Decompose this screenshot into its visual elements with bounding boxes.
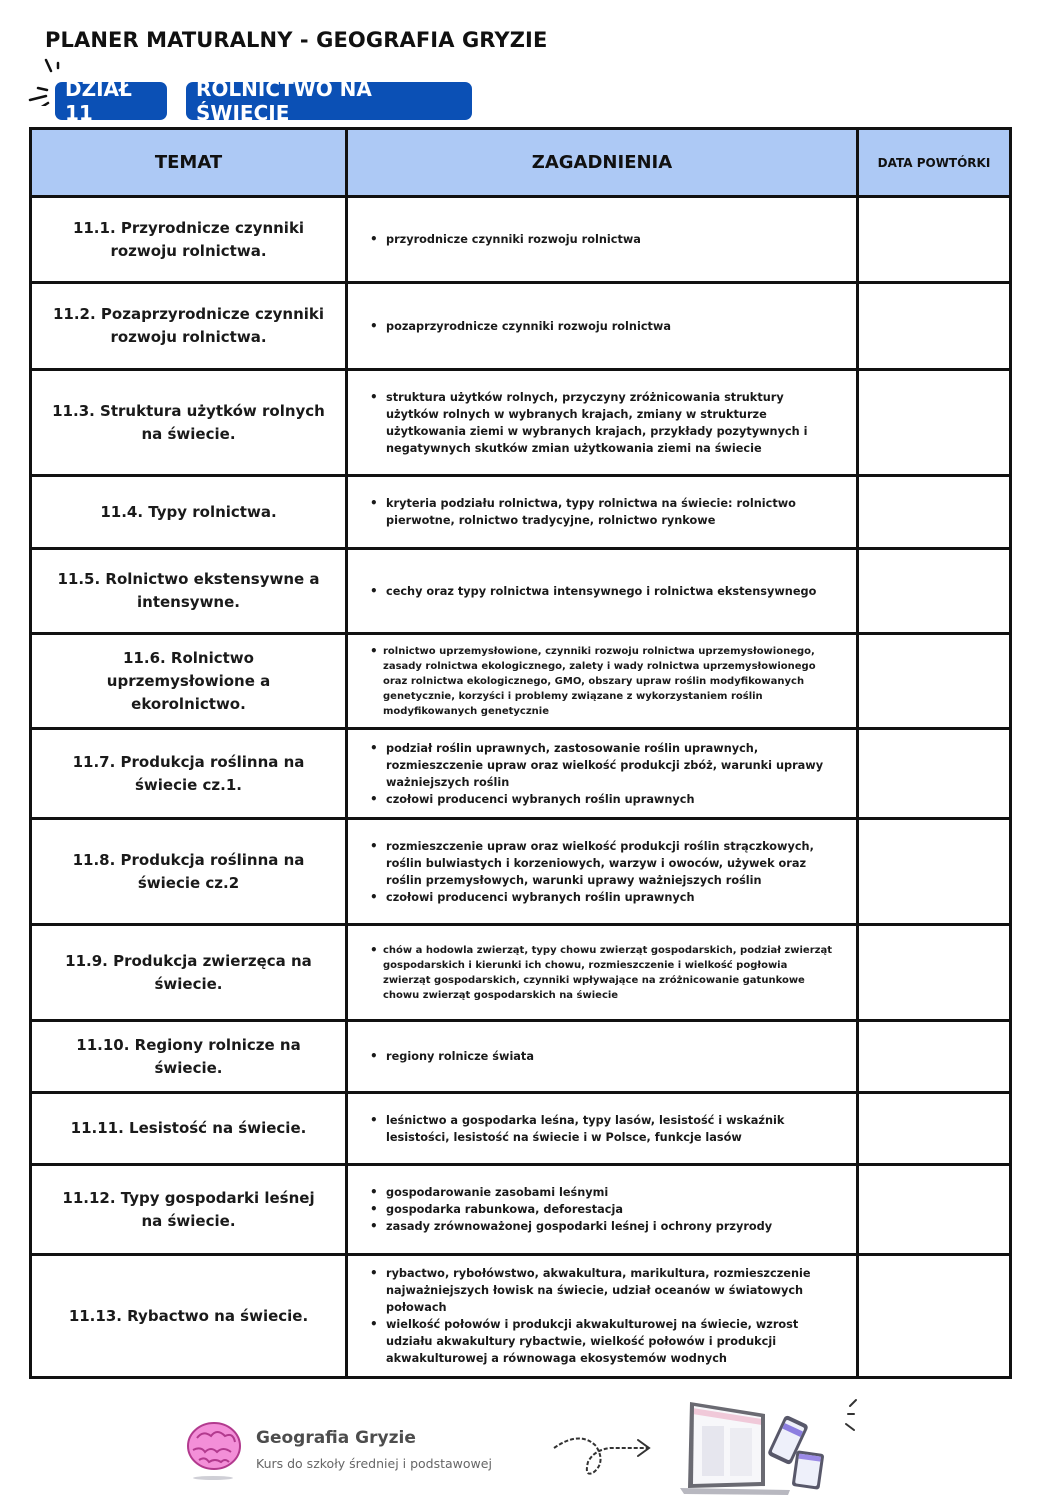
issue-item: • chów a hodowla zwierząt, typy chowu zwierząt gospodarskich, podział zwierząt gospodarskich i kierunki ich chowu, rozmieszczenie i wielkość pogłowia zwierząt gospodarskich, czynniki wpływające na zróżnicowanie gatunkowe chowu zwierząt gospodarskich na świecie: [370, 943, 836, 1003]
issues-cell: [347, 370, 858, 476]
topic-cell: 11.12. Typy gospodarki leśnej na świecie.: [31, 1165, 347, 1255]
table-row: [31, 197, 1011, 283]
table-row: [31, 1021, 1011, 1093]
review-date-cell[interactable]: [858, 1021, 1011, 1093]
review-date-cell[interactable]: [858, 197, 1011, 283]
review-date-cell[interactable]: [858, 283, 1011, 370]
review-date-cell[interactable]: [858, 634, 1011, 729]
topic-cell: 11.3. Struktura użytków rolnych na świecie.: [31, 370, 347, 476]
issues-cell: [347, 729, 858, 819]
devices-mockup-icon: [680, 1398, 865, 1496]
issues-cell: [347, 1255, 858, 1378]
issue-item: • wielkość połowów i produkcji akwakulturowej na świecie, wzrost udziału akwakultury rybactwie, wielkość połowów i produkcji akwakulturowej a równowaga ekosystemów wodnych: [370, 1316, 836, 1367]
issue-item: • czołowi producenci wybranych roślin uprawnych: [370, 791, 836, 808]
issue-item: • czołowi producenci wybranych roślin uprawnych: [370, 889, 836, 906]
issues-cell: [347, 283, 858, 370]
issue-item: • przyrodnicze czynniki rozwoju rolnictwa: [370, 231, 836, 248]
table-header-row: [31, 129, 1011, 197]
issue-item: • pozaprzyrodnicze czynniki rozwoju rolnictwa: [370, 318, 836, 335]
table-row: [31, 476, 1011, 549]
issues-cell: [347, 1093, 858, 1165]
issue-item: • podział roślin uprawnych, zastosowanie roślin uprawnych, rozmieszczenie upraw oraz wielkość produkcji zbóż, warunki uprawy ważniejszych roślin: [370, 740, 836, 791]
column-header-issues: ZAGADNIENIA: [347, 129, 858, 197]
planner-table: [29, 127, 1012, 1379]
issue-item: • cechy oraz typy rolnictwa intensywnego i rolnictwa ekstensywnego: [370, 583, 836, 600]
topic-badge: ROLNICTWO NA ŚWIECIE: [186, 82, 472, 120]
table-row: [31, 283, 1011, 370]
brand-tagline: Kurs do szkoły średniej i podstawowej: [256, 1456, 492, 1471]
brain-logo-icon: [185, 1420, 243, 1472]
logo-shadow: [193, 1476, 233, 1480]
topic-cell: 11.7. Produkcja roślinna na świecie cz.1.: [31, 729, 347, 819]
table-row: [31, 370, 1011, 476]
curly-arrow-icon: [550, 1428, 655, 1478]
table-row: [31, 819, 1011, 925]
review-date-cell[interactable]: [858, 729, 1011, 819]
issues-cell: [347, 925, 858, 1021]
page-title: PLANER MATURALNY - GEOGRAFIA GRYZIE: [45, 28, 548, 52]
topic-cell: 11.4. Typy rolnictwa.: [31, 476, 347, 549]
table-row: [31, 634, 1011, 729]
topic-cell: 11.9. Produkcja zwierzęca na świecie.: [31, 925, 347, 1021]
brand-name: Geografia Gryzie: [256, 1428, 416, 1448]
issues-cell: [347, 476, 858, 549]
issues-cell: [347, 1021, 858, 1093]
column-header-review-date: DATA POWTÓRKI: [858, 129, 1011, 197]
issues-cell: [347, 197, 858, 283]
topic-cell: 11.8. Produkcja roślinna na świecie cz.2: [31, 819, 347, 925]
column-header-topic: TEMAT: [31, 129, 347, 197]
review-date-cell[interactable]: [858, 1165, 1011, 1255]
table-row: [31, 1165, 1011, 1255]
table-row: [31, 549, 1011, 634]
issues-cell: [347, 819, 858, 925]
review-date-cell[interactable]: [858, 1093, 1011, 1165]
review-date-cell[interactable]: [858, 819, 1011, 925]
table-row: [31, 1255, 1011, 1378]
topic-cell: 11.10. Regiony rolnicze na świecie.: [31, 1021, 347, 1093]
issue-item: • regiony rolnicze świata: [370, 1048, 836, 1065]
table-row: [31, 925, 1011, 1021]
issue-item: • zasady zrównoważonej gospodarki leśnej i ochrony przyrody: [370, 1218, 836, 1235]
issue-item: • struktura użytków rolnych, przyczyny zróżnicowania struktury użytków rolnych w wybranych krajach, zmiany w strukturze użytkowania ziemi w wybranych krajach, przykłady pozytywnych i negatywnych skutków zmian użytkowania ziemi na świecie: [370, 389, 836, 457]
topic-cell: 11.11. Lesistość na świecie.: [31, 1093, 347, 1165]
issues-cell: [347, 1165, 858, 1255]
review-date-cell[interactable]: [858, 549, 1011, 634]
review-date-cell[interactable]: [858, 476, 1011, 549]
issues-cell: [347, 549, 858, 634]
review-date-cell[interactable]: [858, 370, 1011, 476]
issue-item: • gospodarka rabunkowa, deforestacja: [370, 1201, 836, 1218]
topic-cell: 11.13. Rybactwo na świecie.: [31, 1255, 347, 1378]
issue-item: • gospodarowanie zasobami leśnymi: [370, 1184, 836, 1201]
topic-cell: 11.5. Rolnictwo ekstensywne a intensywne.: [31, 549, 347, 634]
topic-cell: 11.6. Rolnictwo uprzemysłowione a ekorolnictwo.: [31, 634, 347, 729]
topic-cell: 11.1. Przyrodnicze czynniki rozwoju rolnictwa.: [31, 197, 347, 283]
topic-cell: 11.2. Pozaprzyrodnicze czynniki rozwoju rolnictwa.: [31, 283, 347, 370]
issue-item: • rozmieszczenie upraw oraz wielkość produkcji roślin strączkowych, roślin bulwiastych i korzeniowych, warzyw i owoców, używek oraz roślin przemysłowych, warunki uprawy ważniejszych roślin: [370, 838, 836, 889]
issue-item: • rybactwo, rybołówstwo, akwakultura, marikultura, rozmieszczenie najważniejszych łowisk na świecie, udział oceanów w światowych połowach: [370, 1265, 836, 1316]
footer-banner[interactable]: [0, 1390, 1056, 1500]
issues-cell: [347, 634, 858, 729]
section-badge: DZIAŁ 11: [55, 82, 167, 120]
review-date-cell[interactable]: [858, 925, 1011, 1021]
table-row: [31, 729, 1011, 819]
table-row: [31, 1093, 1011, 1165]
issue-item: • rolnictwo uprzemysłowione, czynniki rozwoju rolnictwa uprzemysłowionego, zasady rolnictwa ekologicznego, zalety i wady rolnictwa uprzemysłowionego oraz rolnictwa ekologicznego, GMO, obszary upraw roślin modyfikowanych genetycznie, korzyści i problemy związane z wykorzystaniem roślin modyfikowanych genetycznie: [370, 644, 836, 719]
review-date-cell[interactable]: [858, 1255, 1011, 1378]
issue-item: • kryteria podziału rolnictwa, typy rolnictwa na świecie: rolnictwo pierwotne, rolnictwo tradycyjne, rolnictwo rynkowe: [370, 495, 836, 529]
issue-item: • leśnictwo a gospodarka leśna, typy lasów, lesistość i wskaźnik lesistości, lesistość na świecie i w Polsce, funkcje lasów: [370, 1112, 836, 1146]
